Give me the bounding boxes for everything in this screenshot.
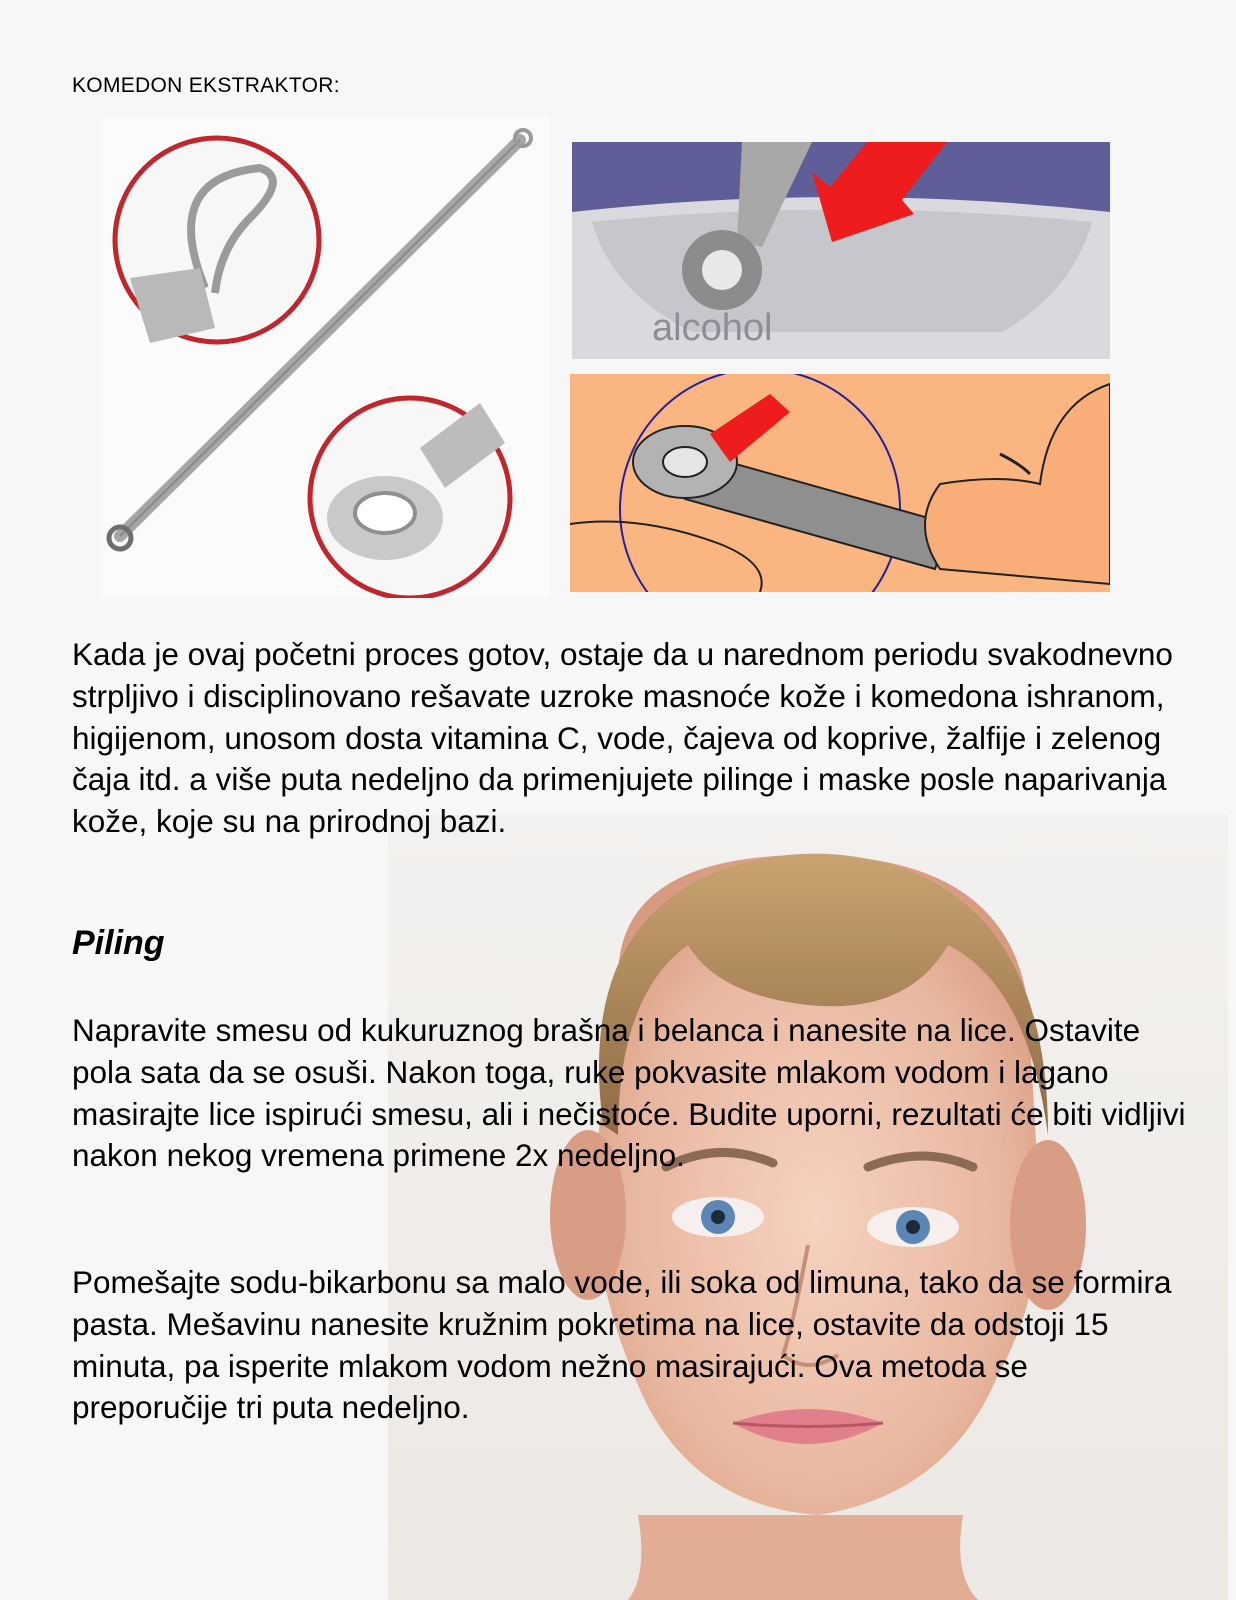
- piling-paragraph-1: Napravite smesu od kukuruznog brašna i belanca i nanesite na lice. Ostavite pola sata da se osuši. Nakon toga, ruke pokvasite mlakom vodom i lagano masirajte lice ispirući smesu, ali i nečistoće. Budite uporni, rezultati će biti vidljivi nakon nekog vremena primene 2x nedeljno.: [72, 1012, 1186, 1174]
- face-photo: [388, 815, 1228, 1600]
- alcohol-bowl-image: [572, 142, 1110, 359]
- piling-paragraph-2: Pomešajte sodu-bikarbonu sa malo vode, ili soka od limuna, tako da se formira pasta. Mešavinu nanesite kružnim pokretima na lice, ostavite da odstoji 15 minuta, pa isperite mlakom vodom nežno masirajući. Ova metoda se preporučije tri puta nedeljno.: [72, 1264, 1172, 1426]
- alcohol-label: alcohol: [652, 307, 773, 349]
- section-heading: Piling: [72, 924, 165, 962]
- extractor-tool-image: [100, 118, 550, 598]
- intro-paragraph: Kada je ovaj početni proces gotov, ostaje da u narednom periodu svakodnevno strpljivo i disciplinovano rešavate uzroke masnoće kože i komedona ishranom, higijenom, unosom dosta vitamina C, vode, čajeva od koprive, žalfije i zelenog čaja itd. a više puta nedeljno da primenjujete pilinge i maske posle naparivanja kože, koje su na prirodnoj bazi.: [72, 636, 1173, 840]
- extraction-on-skin-image: [570, 374, 1110, 592]
- page-title: KOMEDON EKSTRAKTOR:: [72, 74, 340, 97]
